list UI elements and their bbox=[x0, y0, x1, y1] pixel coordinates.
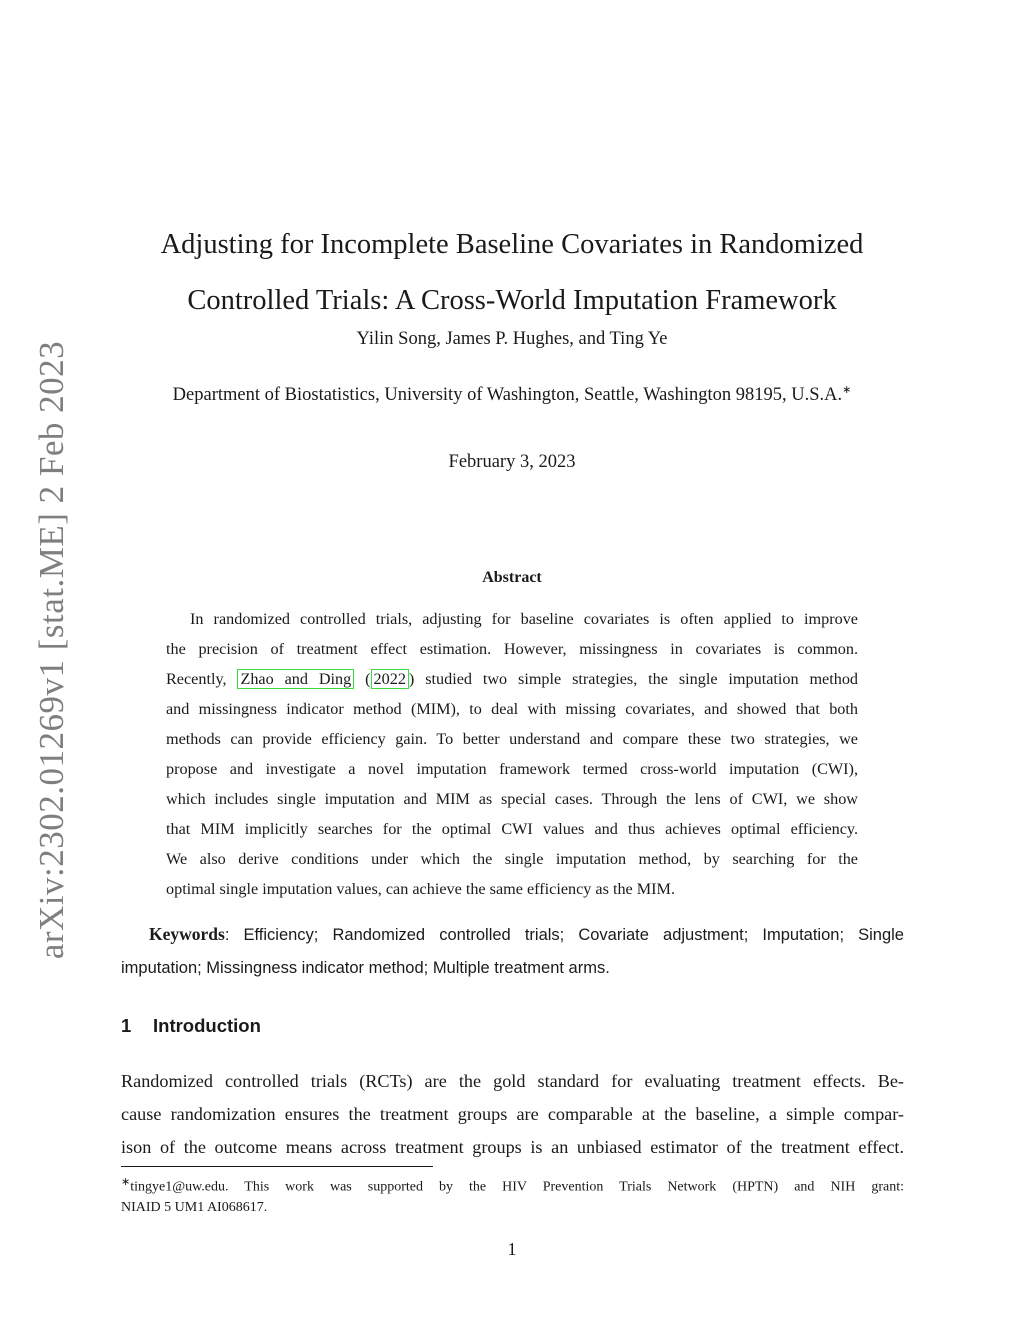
abstract-line: that MIM implicitly searches for the optimal CWI values and thus achieves optimal efficiency. bbox=[166, 820, 858, 838]
title-line-2: Controlled Trials: A Cross-World Imputation Framework bbox=[187, 285, 837, 317]
keywords-text: : Efficiency; Randomized controlled trials; Covariate adjustment; Imputation; Single bbox=[224, 926, 904, 944]
intro-line: ison of the outcome means across treatment groups is an unbiased estimator of the treatment effect. bbox=[121, 1137, 904, 1157]
abstract-text: ( bbox=[354, 670, 371, 688]
section-heading bbox=[121, 1015, 261, 1037]
abstract-line: In randomized controlled trials, adjusting for baseline covariates is often applied to improve bbox=[190, 610, 858, 628]
citation-link-authors[interactable]: Zhao and Ding bbox=[237, 669, 354, 689]
section-title: Introduction bbox=[153, 1015, 261, 1036]
keywords-label: Keywords bbox=[149, 924, 225, 944]
footnote bbox=[121, 1172, 904, 1218]
arxiv-stamp: arXiv:2302.01269v1 [stat.ME] 2 Feb 2023 bbox=[32, 340, 71, 960]
abstract-line: propose and investigate a novel imputation framework termed cross-world imputation (CWI), bbox=[166, 760, 858, 778]
section-number: 1 bbox=[121, 1015, 132, 1036]
intro-line: cause randomization ensures the treatment groups are comparable at the baseline, a simple compar- bbox=[121, 1104, 904, 1124]
keywords-line: imputation; Missingness indicator method; Multiple treatment arms. bbox=[121, 959, 610, 977]
footnote-text: tingye1@uw.edu. This work was supported by the HIV Prevention Trials Network (HPTN) and NIH grant: bbox=[130, 1179, 904, 1195]
abstract-line: optimal single imputation values, can achieve the same efficiency as the MIM. bbox=[166, 880, 675, 898]
keywords-line bbox=[121, 918, 904, 952]
abstract-line: We also derive conditions under which the single imputation method, by searching for the bbox=[166, 850, 858, 868]
page-number: 1 bbox=[507, 1239, 517, 1259]
publication-date: February 3, 2023 bbox=[448, 452, 576, 472]
abstract-text: Recently, bbox=[166, 670, 238, 688]
affiliation-footnote-mark: ∗ bbox=[842, 384, 852, 396]
footnote-rule bbox=[121, 1166, 433, 1167]
affiliation bbox=[120, 383, 904, 406]
footnote-line bbox=[121, 1172, 904, 1198]
abstract-line: methods can provide efficiency gain. To better understand and compare these two strategies, we bbox=[166, 730, 858, 748]
intro-paragraph bbox=[121, 1065, 904, 1164]
abstract-line-with-citation bbox=[166, 664, 858, 694]
paper-title bbox=[120, 217, 904, 329]
abstract-line: the precision of treatment effect estimation. However, missingness in covariates is common. bbox=[166, 640, 858, 658]
abstract-line: which includes single imputation and MIM as special cases. Through the lens of CWI, we show bbox=[166, 790, 858, 808]
affiliation-text: Department of Biostatistics, University of Washington, Seattle, Washington 98195, U.S.A. bbox=[172, 385, 843, 406]
author-list: Yilin Song, James P. Hughes, and Ting Ye bbox=[356, 329, 668, 349]
keywords-block bbox=[121, 918, 904, 985]
citation-link-year[interactable]: 2022 bbox=[371, 669, 409, 689]
abstract-body bbox=[166, 604, 858, 904]
footnote-line: NIAID 5 UM1 AI068617. bbox=[121, 1199, 268, 1215]
intro-line: Randomized controlled trials (RCTs) are the gold standard for evaluating treatment effects. Be- bbox=[121, 1071, 904, 1091]
footnote-mark: ∗ bbox=[121, 1176, 131, 1188]
title-line-1: Adjusting for Incomplete Baseline Covariates in Randomized bbox=[160, 229, 864, 261]
abstract-text: ) studied two simple strategies, the single imputation method bbox=[408, 670, 859, 688]
abstract-line: and missingness indicator method (MIM), to deal with missing covariates, and showed that both bbox=[166, 700, 858, 718]
abstract-heading: Abstract bbox=[482, 569, 542, 586]
